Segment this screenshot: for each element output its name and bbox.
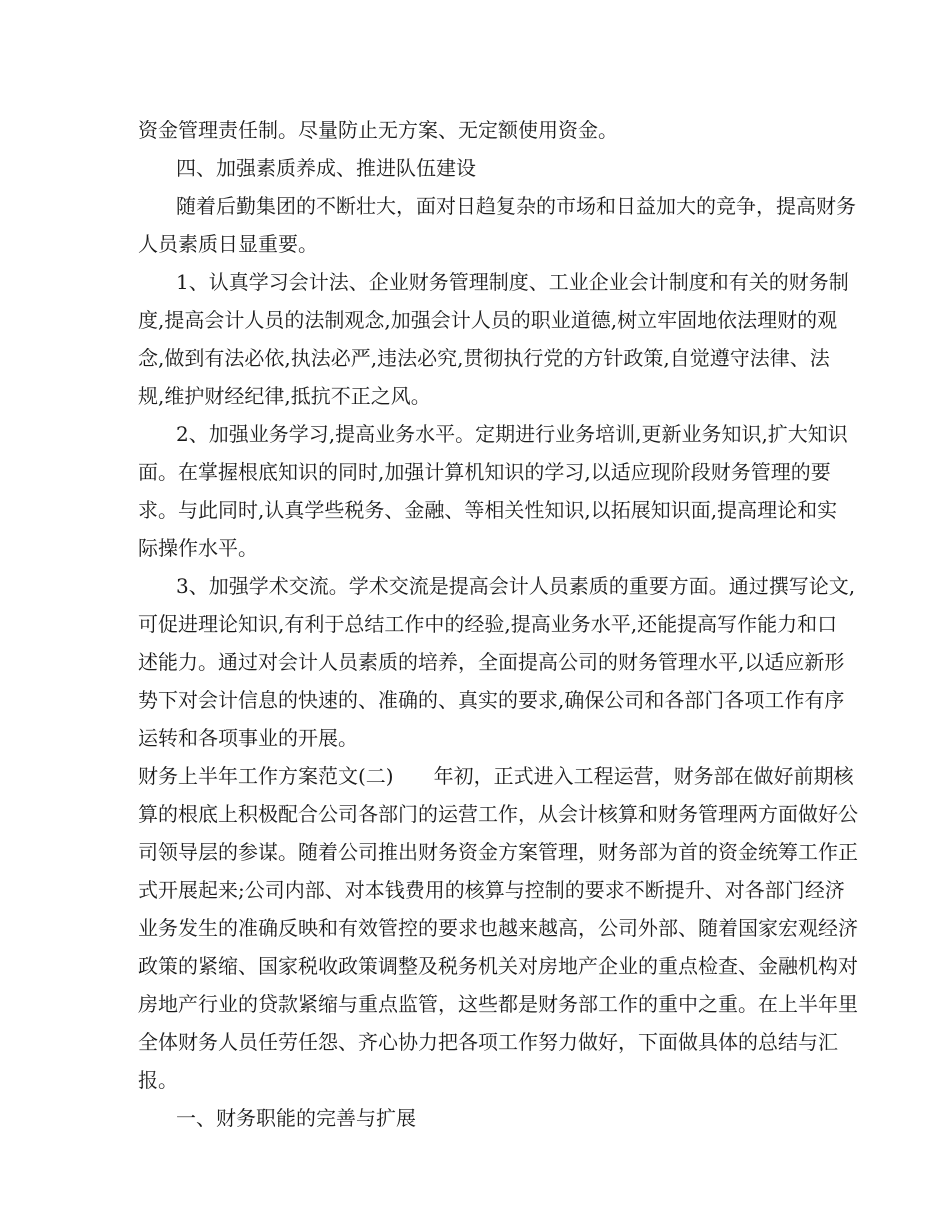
text-line: 政策的紧缩、国家税收政策调整及税务机关对房地产企业的重点检查、金融机构对 xyxy=(138,954,858,978)
text-line: 全体财务人员任劳任怨、齐心协力把各项工作努力做好，下面做具体的总结与汇 xyxy=(138,1030,838,1054)
text-line: 算的根底上积极配合公司各部门的运营工作，从会计核算和财务管理两方面做好公 xyxy=(138,802,858,826)
section2-opening: 年初，正式进入工程运营，财务部在做好前期核 xyxy=(433,764,854,788)
text-line: 式开展起来;公司内部、对本钱费用的核算与控制的要求不断提升、对各部门经济 xyxy=(138,878,845,902)
text-line: 运转和各项事业的开展。 xyxy=(138,726,358,750)
section-heading: 四、加强素质养成、推进队伍建设 xyxy=(176,156,476,180)
text-line: 念,做到有法必依,执法必严,违法必究,贯彻执行党的方针政策,自觉遵守法律、法 xyxy=(138,346,830,370)
text-line: 度,提高会计人员的法制观念,加强会计人员的职业道德,树立牢固地依法理财的观 xyxy=(138,308,838,332)
section2-first-line xyxy=(138,762,854,790)
text-line: 业务发生的准确反映和有效管控的要求也越来越高，公司外部、随着国家宏观经济 xyxy=(138,916,858,940)
text-line: 规,维护财经纪律,抵抗不正之风。 xyxy=(138,384,431,408)
text-line: 述能力。通过对会计人员素质的培养，全面提高公司的财务管理水平,以适应新形 xyxy=(138,650,845,674)
text-line: 资金管理责任制。尽量防止无方案、无定额使用资金。 xyxy=(138,118,618,142)
text-line: 求。与此同时,认真学些税务、金融、等相关性知识,以拓展知识面,提高理论和实 xyxy=(138,498,838,522)
section2-title: 财务上半年工作方案范文(二) xyxy=(138,764,394,788)
text-line: 房地产行业的贷款紧缩与重点监管，这些都是财务部工作的重中之重。在上半年里 xyxy=(138,992,858,1016)
text-line: 1、认真学习会计法、企业财务管理制度、工业企业会计制度和有关的财务制 xyxy=(176,270,849,294)
text-line: 2、加强业务学习,提高业务水平。定期进行业务培训,更新业务知识,扩大知识 xyxy=(176,422,848,446)
text-line: 人员素质日显重要。 xyxy=(138,232,318,256)
text-line: 际操作水平。 xyxy=(138,536,258,560)
text-line: 可促进理论知识,有利于总结工作中的经验,提高业务水平,还能提高写作能力和口 xyxy=(138,612,838,636)
text-line: 势下对会计信息的快速的、准确的、真实的要求,确保公司和各部门各项工作有序 xyxy=(138,688,845,712)
text-line: 3、加强学术交流。学术交流是提高会计人员素质的重要方面。通过撰写论文, xyxy=(176,574,856,598)
section-heading: 一、财务职能的完善与扩展 xyxy=(176,1106,416,1130)
text-line: 报。 xyxy=(138,1068,178,1092)
text-line: 司领导层的参谋。随着公司推出财务资金方案管理，财务部为首的资金统筹工作正 xyxy=(138,840,858,864)
text-line: 随着后勤集团的不断壮大，面对日趋复杂的市场和日益加大的竞争，提高财务 xyxy=(176,194,856,218)
text-line: 面。在掌握根底知识的同时,加强计算机知识的学习,以适应现阶段财务管理的要 xyxy=(138,460,831,484)
